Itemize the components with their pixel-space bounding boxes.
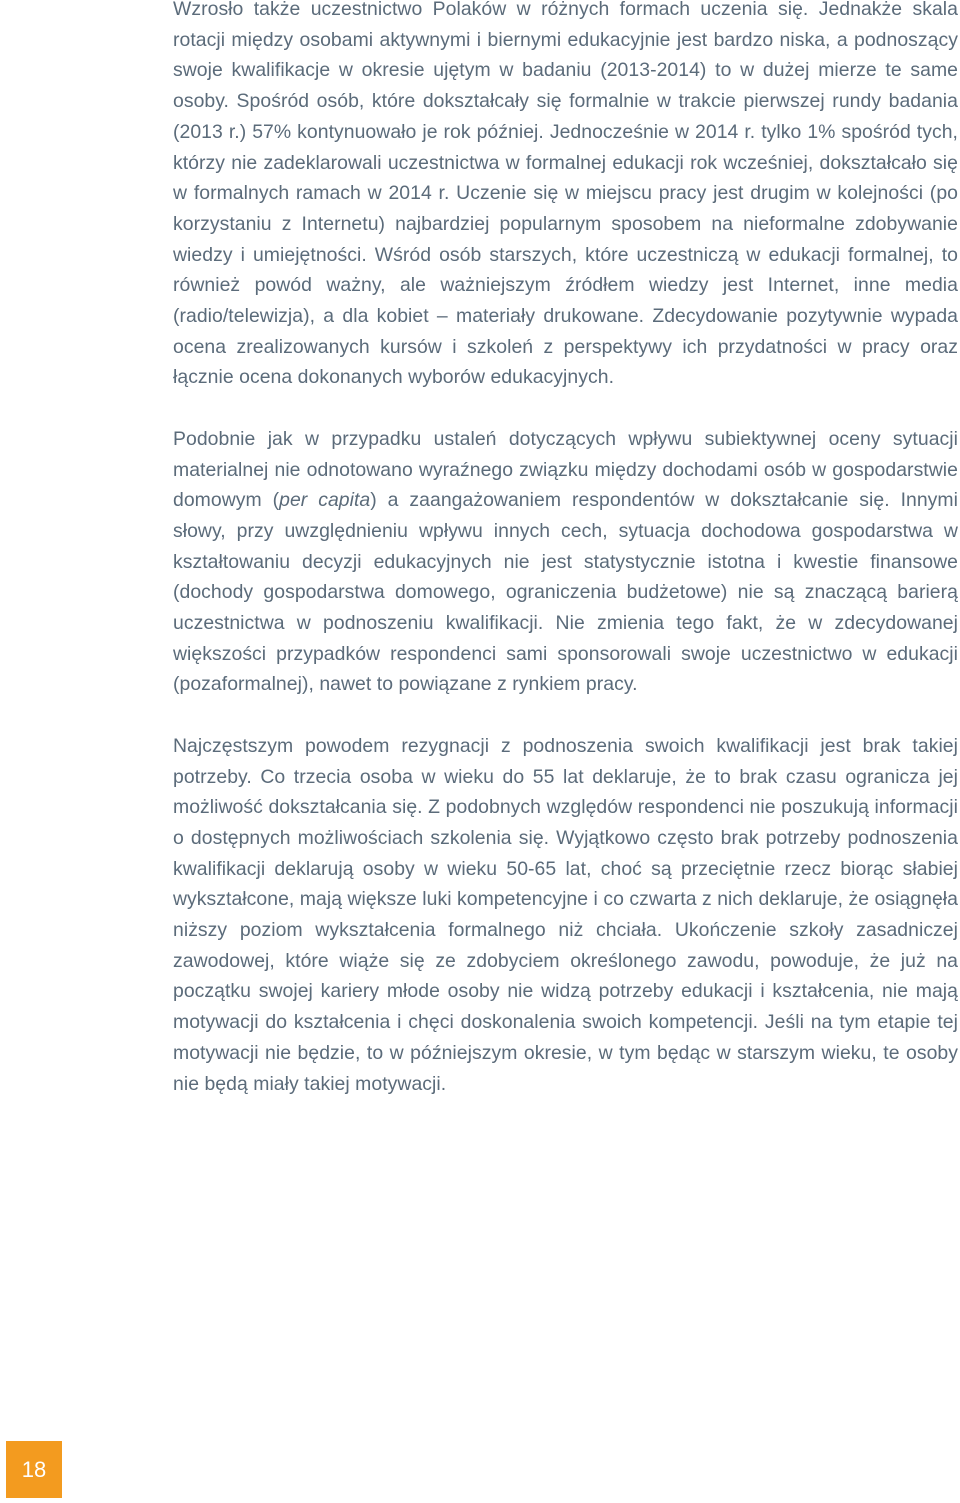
paragraph-income-text-after: ) a zaangażowaniem respondentów w dokształcanie się. Innymi słowy, przy uwzględnieniu wpływu innych cech, sytuacja dochodowa gospodarstwa w kształtowaniu decyzji edukacyjnych nie jest statystycznie istotna i kwestie finansowe (dochody gospodarstwa domowego, ograniczenia budżetowe) nie są znaczącą barierą uczestnictwa w podnoszeniu kwalifikacji. Nie zmienia tego fakt, że w zdecydowanej większości przypadków respondenci sami sponsorowali swoje uczestnictwo w edukacji (pozaformalnej), nawet to powiązane z rynkiem pracy.: [173, 489, 958, 696]
paragraph-income-text-before: Podobnie jak w przypadku ustaleń dotyczących wpływu subiektywnej oceny sytuacji materialnej nie odnotowano wyraźnego związku między dochodami osób w gospodarstwie domowym (: [173, 427, 958, 512]
page-number-badge: [6, 1441, 62, 1498]
paragraph-income-influence: [173, 424, 958, 700]
page-body: [173, 0, 958, 1099]
page-number: 18: [21, 1456, 47, 1482]
paragraph-education-participation: Wzrosło także uczestnictwo Polaków w różnych formach uczenia się. Jednakże skala rotacji między osobami aktywnymi i biernymi edukacyjnie jest bardzo niska, a podnoszący swoje kwalifikacje w okresie ujętym w badaniu (2013-2014) to w dużej mierze te same osoby. Spośród osób, które dokształcały się formalnie w trakcie pierwszej rundy badania (2013 r.) 57% kontynuowało je rok później. Jednocześnie w 2014 r. tylko 1% spośród tych, którzy nie zadeklarowali uczestnictwa w formalnej edukacji rok wcześniej, dokształcało się w formalnych ramach w 2014 r. Uczenie się w miejscu pracy jest drugim w kolejności (po korzystaniu z Internetu) najbardziej popularnym sposobem na nieformalne zdobywanie wiedzy i umiejętności. Wśród osób starszych, które uczestniczą w edukacji formalnej, to również powód ważny, ale ważniejszym źródłem wiedzy jest Internet, inne media (radio/telewizja), a dla kobiet – materiały drukowane. Zdecydowanie pozytywnie wypada ocena zrealizowanych kursów i szkoleń z perspektywy ich przydatności w pracy oraz łącznie ocena dokonanych wyborów edukacyjnych.: [173, 0, 958, 389]
paragraph-resignation-reasons: Najczęstszym powodem rezygnacji z podnoszenia swoich kwalifikacji jest brak takiej potrzeby. Co trzecia osoba w wieku do 55 lat deklaruje, że to brak czasu ogranicza jej możliwość dokształcania się. Z podobnych względów respondenci nie poszukują informacji o dostępnych możliwościach szkolenia się. Wyjątkowo często brak potrzeby podnoszenia kwalifikacji deklarują osoby w wieku 50-65 lat, choć są przeciętnie rzecz biorąc słabiej wykształcone, mają większe luki kompetencyjne i co czwarta z nich deklaruje, że osiągnęła niższy poziom wykształcenia formalnego niż chciała. Ukończenie szkoły zasadniczej zawodowej, które wiąże się ze zdobyciem określonego zawodu, powoduje, że już na początku swojej kariery młode osoby nie widzą potrzeby edukacji i kształcenia, nie mają motywacji do kształcenia i chęci doskonalenia swoich kompetencji. Jeśli na tym etapie tej motywacji nie będzie, to w późniejszym okresie, w tym będąc w starszym wieku, te osoby nie będą miały takiej motywacji.: [173, 734, 958, 1095]
paragraph-income-italic-term: per capita: [279, 489, 371, 512]
